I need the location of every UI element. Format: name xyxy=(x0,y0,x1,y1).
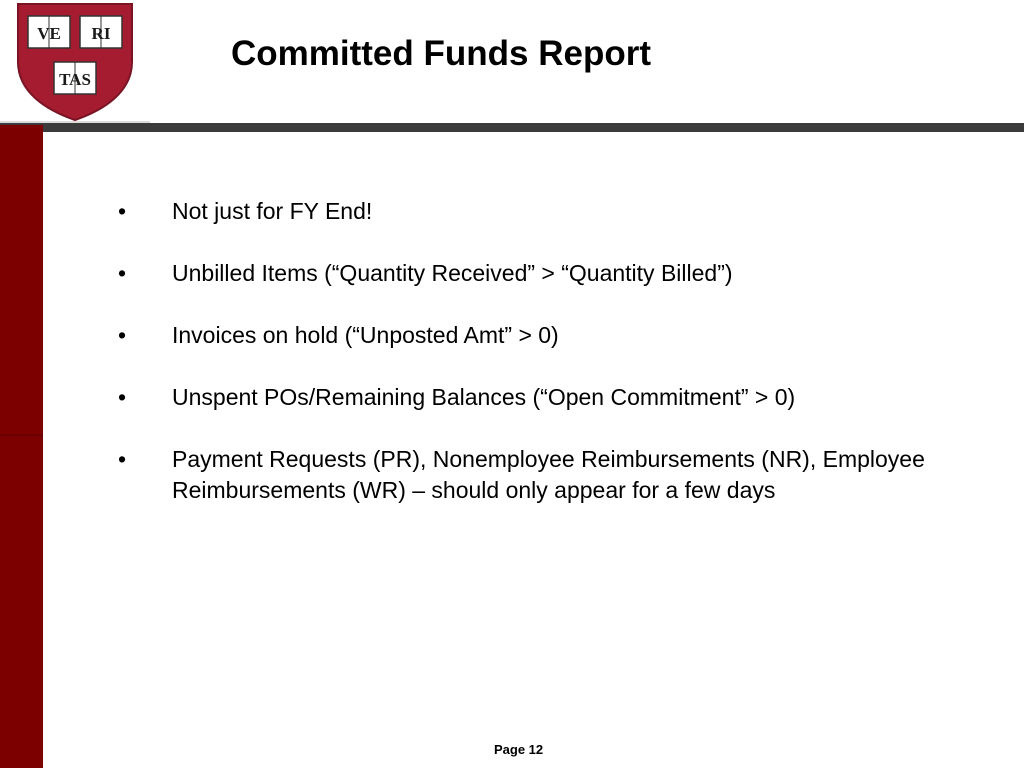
bullet-dot-icon: • xyxy=(118,384,127,410)
bullet-text: Payment Requests (PR), Nonemployee Reimbursements (NR), Employee Reimbursements (WR) – should only appear for a few days xyxy=(172,446,925,503)
bullet-list xyxy=(112,196,992,537)
left-accent-bar-seam xyxy=(0,434,43,436)
shield-text-tas: TAS xyxy=(59,70,91,89)
bullet-dot-icon: • xyxy=(118,198,127,224)
bullet-text: Unspent POs/Remaining Balances (“Open Commitment” > 0) xyxy=(172,384,796,410)
bullet-text: Not just for FY End! xyxy=(172,198,373,224)
bullet-item xyxy=(112,258,992,289)
page-number: Page 12 xyxy=(494,742,544,757)
harvard-veritas-shield-icon xyxy=(14,0,136,122)
bullet-dot-icon: • xyxy=(118,322,127,348)
bullet-text: Invoices on hold (“Unposted Amt” > 0) xyxy=(172,322,559,348)
shield-text-ri: RI xyxy=(91,24,111,43)
bullet-item xyxy=(112,382,992,413)
bullet-dot-icon: • xyxy=(118,446,127,472)
bullet-item xyxy=(112,196,992,227)
bullet-text: Unbilled Items (“Quantity Received” > “Quantity Billed”) xyxy=(172,260,733,286)
shield-text-ve: VE xyxy=(37,24,61,43)
bullet-dot-icon: • xyxy=(118,260,127,286)
header-rule xyxy=(0,123,1024,132)
bullet-item xyxy=(112,444,992,506)
slide-title: Committed Funds Report xyxy=(231,34,651,73)
left-accent-bar xyxy=(0,125,43,768)
bullet-item xyxy=(112,320,992,351)
